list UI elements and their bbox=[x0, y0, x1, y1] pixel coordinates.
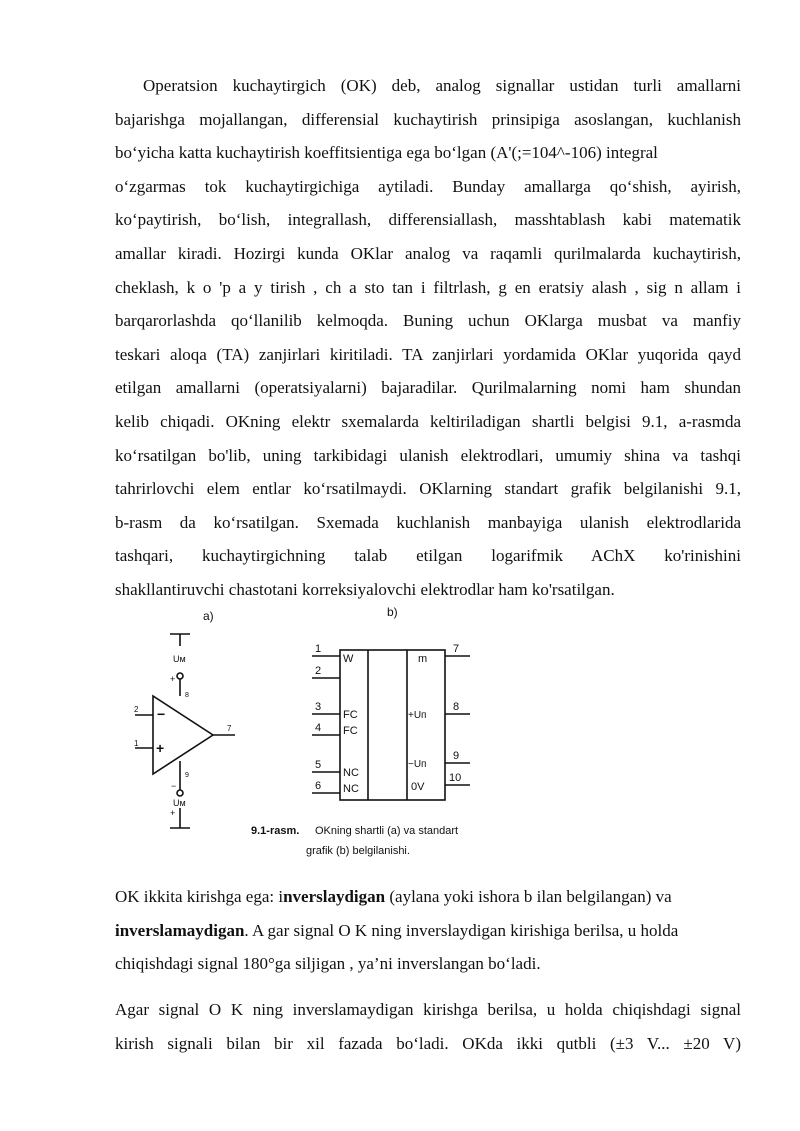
pin-8-label: 8 bbox=[185, 692, 189, 699]
chip-pin-3-number: 3 bbox=[315, 701, 322, 713]
text-line: ko‘rsatilgan bo'lib, uning tarkibidagi ulanish elektrodlari, umumiy shina va tashqi bbox=[115, 445, 741, 465]
figure-caption-number: 9.1-rasm. bbox=[251, 825, 300, 837]
text-line: bo‘yicha katta kuchaytirish koeffitsientiga ega bo‘lgan (A'(;=104^-106) integral bbox=[115, 143, 658, 163]
chip-pin-8-number: 8 bbox=[453, 701, 460, 713]
supply-plus-bottom: + bbox=[170, 808, 176, 818]
figure-svg bbox=[115, 600, 515, 865]
supply-terminal-bottom bbox=[177, 790, 183, 796]
supply-label-bottom: Uм bbox=[173, 798, 186, 808]
text-line bbox=[115, 914, 741, 948]
text-line: kirish signali bilan bir xil fazada bo‘ladi. OKda ikki qutbli (±3 V... ±20 V) bbox=[115, 1033, 741, 1053]
chip-label-fc-1: FC bbox=[343, 709, 358, 721]
chip-pin-1-number: 1 bbox=[315, 643, 322, 655]
chip-label-nc-2: NC bbox=[343, 783, 359, 795]
paragraph-inputs bbox=[115, 880, 741, 981]
paragraph-phase bbox=[115, 993, 741, 1060]
chip-label-m: m bbox=[418, 653, 428, 665]
figure-label-b: b) bbox=[387, 605, 398, 619]
text-run: OK ikkita kirishga ega: i bbox=[115, 887, 284, 906]
chip-label-plus-u: +Uп bbox=[408, 710, 427, 721]
noninverting-sign: + bbox=[156, 740, 165, 756]
chip-pin-2-number: 2 bbox=[315, 665, 322, 677]
supply-terminal-top bbox=[177, 673, 183, 679]
pin-9-label: 9 bbox=[185, 772, 189, 779]
text-line: etilgan amallarni (operatsiyalarni) bajaradilar. Qurilmalarning nomi ham shundan bbox=[115, 378, 741, 398]
figure-caption-text: OKning shartli (a) va standart bbox=[315, 825, 459, 837]
text-line bbox=[115, 880, 741, 914]
text-line: b-rasm da ko‘rsatilgan. Sxemada kuchlanish manbayiga ulanish elektrodlarida bbox=[115, 512, 741, 532]
chip-symbol bbox=[312, 650, 470, 800]
chip-pin-10-number: 10 bbox=[449, 772, 462, 784]
text-line: amallar kiradi. Hozirgi kunda OKlar analog va raqamli qurilmalarda kuchaytirish, bbox=[115, 243, 741, 263]
text-run: . A gar signal O K ning inverslaydigan kirishiga berilsa, u holda bbox=[244, 920, 679, 940]
supply-label-top: Uм bbox=[173, 654, 186, 664]
text-line: Operatsion kuchaytirgich (OK) deb, analog signallar ustidan turli amallarni bbox=[143, 76, 741, 95]
text-line: cheklash, k o 'p a y tirish , ch a sto tan i filtrlash, g en eratsiy alash , sig n allam i bbox=[115, 277, 741, 297]
text-line: ko‘paytirish, bo‘lish, integrallash, differensiallash, masshtablash kabi matematik bbox=[115, 210, 741, 230]
figure-caption-line2: grafik (b) belgilanishi. bbox=[306, 845, 410, 857]
chip-label-minus-u: −Uп bbox=[408, 759, 427, 770]
paragraph-opamp-definition bbox=[115, 69, 741, 607]
pin-7-label: 7 bbox=[227, 724, 232, 733]
text-line: kelib chiqadi. OKning elektr sxemalarda keltiriladigan shartli belgisi 9.1, a-rasmda bbox=[115, 411, 741, 431]
chip-pin-5-number: 5 bbox=[315, 759, 322, 771]
text-line: tahrirlovchi elem entlar ko‘rsatilmaydi. OKlarning standart grafik belgilanishi 9.1, bbox=[115, 479, 741, 499]
figure-9-1 bbox=[115, 600, 515, 865]
chip-label-nc-1: NC bbox=[343, 767, 359, 779]
text-line: barqarorlashda qo‘llanilib kelmoqda. Buning uchun OKlarga musbat va manfiy bbox=[115, 311, 741, 331]
text-line: bajarishga mojallangan, differensial kuchaytirish prinsipiga asoslangan, kuchlanish bbox=[115, 109, 741, 129]
bold-term-noninverting: inverslamaydigan bbox=[115, 920, 245, 940]
chip-label-fc-2: FC bbox=[343, 725, 358, 737]
inverting-sign: − bbox=[157, 706, 166, 722]
text-line: o‘zgarmas tok kuchaytirgichiga aytiladi. Bunday amallarga qo‘shish, ayirish, bbox=[115, 176, 741, 196]
text-line: chiqishdagi signal 180°ga siljigan , ya’ni inverslangan bo‘ladi. bbox=[115, 954, 541, 974]
supply-minus-bottom: − bbox=[171, 781, 177, 791]
figure-label-a: a) bbox=[203, 609, 214, 623]
chip-label-0v: 0V bbox=[411, 781, 425, 793]
chip-pin-6-number: 6 bbox=[315, 780, 322, 792]
text-run: (aylana yoki ishora b ilan belgilangan) va bbox=[385, 887, 672, 906]
chip-pin-9-number: 9 bbox=[453, 750, 460, 762]
chip-pin-4-number: 4 bbox=[315, 722, 322, 734]
pin-1-label: 1 bbox=[134, 739, 139, 748]
text-line: tashqari, kuchaytirgichning talab etilgan logarifmik AChX ko'rinishini bbox=[115, 546, 741, 566]
text-line: teskari aloqa (TA) zanjirlari kiritiladi. TA zanjirlari yordamida OKlar yuqorida qayd bbox=[115, 344, 741, 364]
text-line: Agar signal O K ning inverslamaydigan kirishga berilsa, u holda chiqishdagi signal bbox=[115, 1000, 741, 1019]
pin-2-label: 2 bbox=[134, 705, 139, 714]
chip-pin-7-number: 7 bbox=[453, 643, 460, 655]
bold-term-inverting: nverslaydigan bbox=[283, 887, 386, 906]
text-line: shakllantiruvchi chastotani korreksiyalovchi elektrodlar ham ko'rsatilgan. bbox=[115, 579, 615, 599]
supply-plus-top: + bbox=[170, 674, 176, 684]
chip-label-w: W bbox=[343, 653, 354, 665]
